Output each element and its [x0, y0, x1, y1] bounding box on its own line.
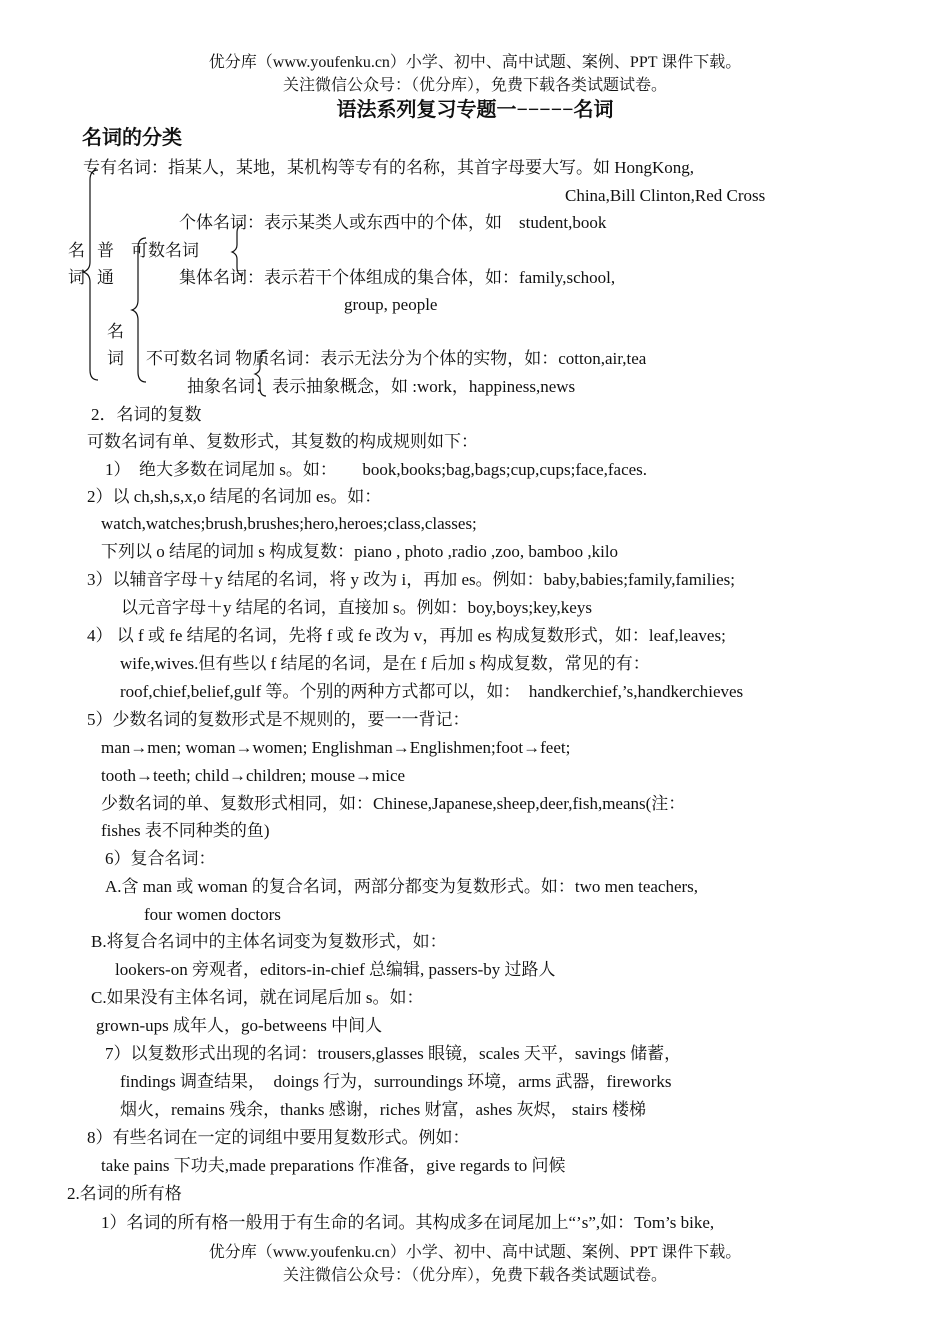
rule-4: 4） 以 f 或 fe 结尾的名词，先将 f 或 fe 改为 v，再加 es 构成复数形式，如：leaf,leaves; — [87, 626, 726, 645]
rule-2-example: watch,watches;brush,brushes;hero,heroes;class,classes; — [101, 514, 477, 533]
rule-4-line-2: wife,wives.但有些以 f 结尾的名词，是在 f 后加 s 构成复数，常见的有： — [120, 654, 650, 673]
possessive-heading: 2.名词的所有格 — [67, 1184, 182, 1203]
rule-7-line-2: findings 调查结果， doings 行为，surroundings 环境，arms 武器，fireworks — [120, 1072, 672, 1091]
footer-line-2: 关注微信公众号：（优分库），免费下载各类试题试卷。 — [282, 1267, 667, 1284]
rule-6-b-example: lookers-on 旁观者，editors-in-chief 总编辑, passers-by 过路人 — [115, 960, 556, 979]
noun-label-1: 名 — [68, 241, 85, 260]
rule-7: 7）以复数形式出现的名词：trousers,glasses 眼镜，scales 天平，savings 储蓄， — [105, 1044, 682, 1063]
rule-2: 2）以 ch,sh,s,x,o 结尾的名词加 es。如： — [87, 487, 382, 506]
rule-2-o-words: 下列以 o 结尾的词加 s 构成复数：piano , photo ,radio ,zoo, bamboo ,kilo — [101, 542, 619, 561]
classification-heading: 名词的分类 — [82, 127, 182, 149]
rule-5-irregular-2: tooth→teeth; child→children; mouse→mice — [101, 766, 406, 785]
ming-label: 名 — [107, 322, 124, 341]
common-label-1: 普 — [97, 241, 114, 260]
rule-6-b: B.将复合名词中的主体名词变为复数形式，如： — [91, 932, 447, 951]
rule-5: 5）少数名词的复数形式是不规则的，要一一背记： — [87, 710, 470, 729]
plural-intro: 可数名词有单、复数形式，其复数的构成规则如下： — [87, 432, 478, 451]
rule-6-c-example: grown-ups 成年人，go-betweens 中间人 — [96, 1016, 383, 1035]
rule-3-vowel: 以元音字母＋y 结尾的名词，直接加 s。例如：boy,boys;key,keys — [121, 598, 592, 617]
rule-6: 6）复合名词： — [105, 849, 216, 868]
proper-noun-line-1: 专有名词：指某人，某地，某机构等专有的名称，其首字母要大写。如 HongKong, — [83, 158, 695, 177]
footer-line-1: 优分库（www.youfenku.cn）小学、初中、高中试题、案例、PPT 课件下载。 — [208, 1244, 742, 1261]
plural-heading: 2．名词的复数 — [91, 405, 202, 424]
rule-5-same-form: 少数名词的单、复数形式相同，如：Chinese,Japanese,sheep,deer,fish,means(注： — [101, 794, 686, 813]
collective-noun-line-1: 集体名词：表示若干个体组成的集合体，如：family,school, — [179, 268, 616, 287]
rule-4-line-3: roof,chief,belief,gulf 等。个别的两种方式都可以，如： handkerchief,’s,handkerchieves — [120, 682, 744, 701]
rule-6-a-example: four women doctors — [144, 905, 281, 924]
rule-6-c: C.如果没有主体名词，就在词尾后加 s。如： — [91, 988, 424, 1007]
common-label-2: 通 — [97, 268, 114, 287]
collective-noun-line-2: group, people — [344, 295, 438, 314]
abstract-noun: 抽象名词：表示抽象概念，如 :work，happiness,news — [187, 377, 576, 396]
rule-7-line-3: 烟火，remains 残余，thanks 感谢，riches 财富，ashes 灰烬， stairs 楼梯 — [120, 1100, 646, 1119]
header-line-2: 关注微信公众号：（优分库），免费下载各类试题试卷。 — [282, 77, 667, 94]
proper-noun-line-2: China,Bill Clinton,Red Cross — [565, 186, 766, 205]
page-title: 语法系列复习专题一−−−−−名词 — [336, 99, 614, 121]
rule-1: 1） 绝大多数在词尾加 s。如： book,books;bag,bags;cup,cups;face,faces. — [105, 460, 648, 479]
rule-8-example: take pains 下功夫,made preparations 作准备，give regards to 问候 — [101, 1156, 566, 1175]
ci-label: 词 — [107, 349, 124, 368]
rule-5-irregular-1: man→men; woman→women; Englishman→Englishmen;foot→feet; — [101, 738, 571, 757]
header-line-1: 优分库（www.youfenku.cn）小学、初中、高中试题、案例、PPT 课件下载。 — [208, 54, 742, 71]
possessive-rule-1: 1）名词的所有格一般用于有生命的名词。其构成多在词尾加上“’s”,如：Tom’s bike, — [101, 1213, 715, 1232]
countable-noun-label: 可数名词 — [131, 241, 199, 260]
uncountable-noun: 不可数名词 物质名词：表示无法分为个体的实物，如：cotton,air,tea — [146, 349, 647, 368]
individual-noun: 个体名词：表示某类人或东西中的个体，如 student,book — [179, 213, 607, 232]
rule-8: 8）有些名词在一定的词组中要用复数形式。例如： — [87, 1128, 470, 1147]
rule-3: 3）以辅音字母＋y 结尾的名词，将 y 改为 i，再加 es。例如：baby,babies;family,families; — [87, 570, 735, 589]
rule-5-note: fishes 表不同种类的鱼) — [101, 821, 270, 840]
rule-6-a: A.含 man 或 woman 的复合名词，两部分都变为复数形式。如：two men teachers, — [105, 877, 699, 896]
noun-label-2: 词 — [68, 268, 85, 287]
